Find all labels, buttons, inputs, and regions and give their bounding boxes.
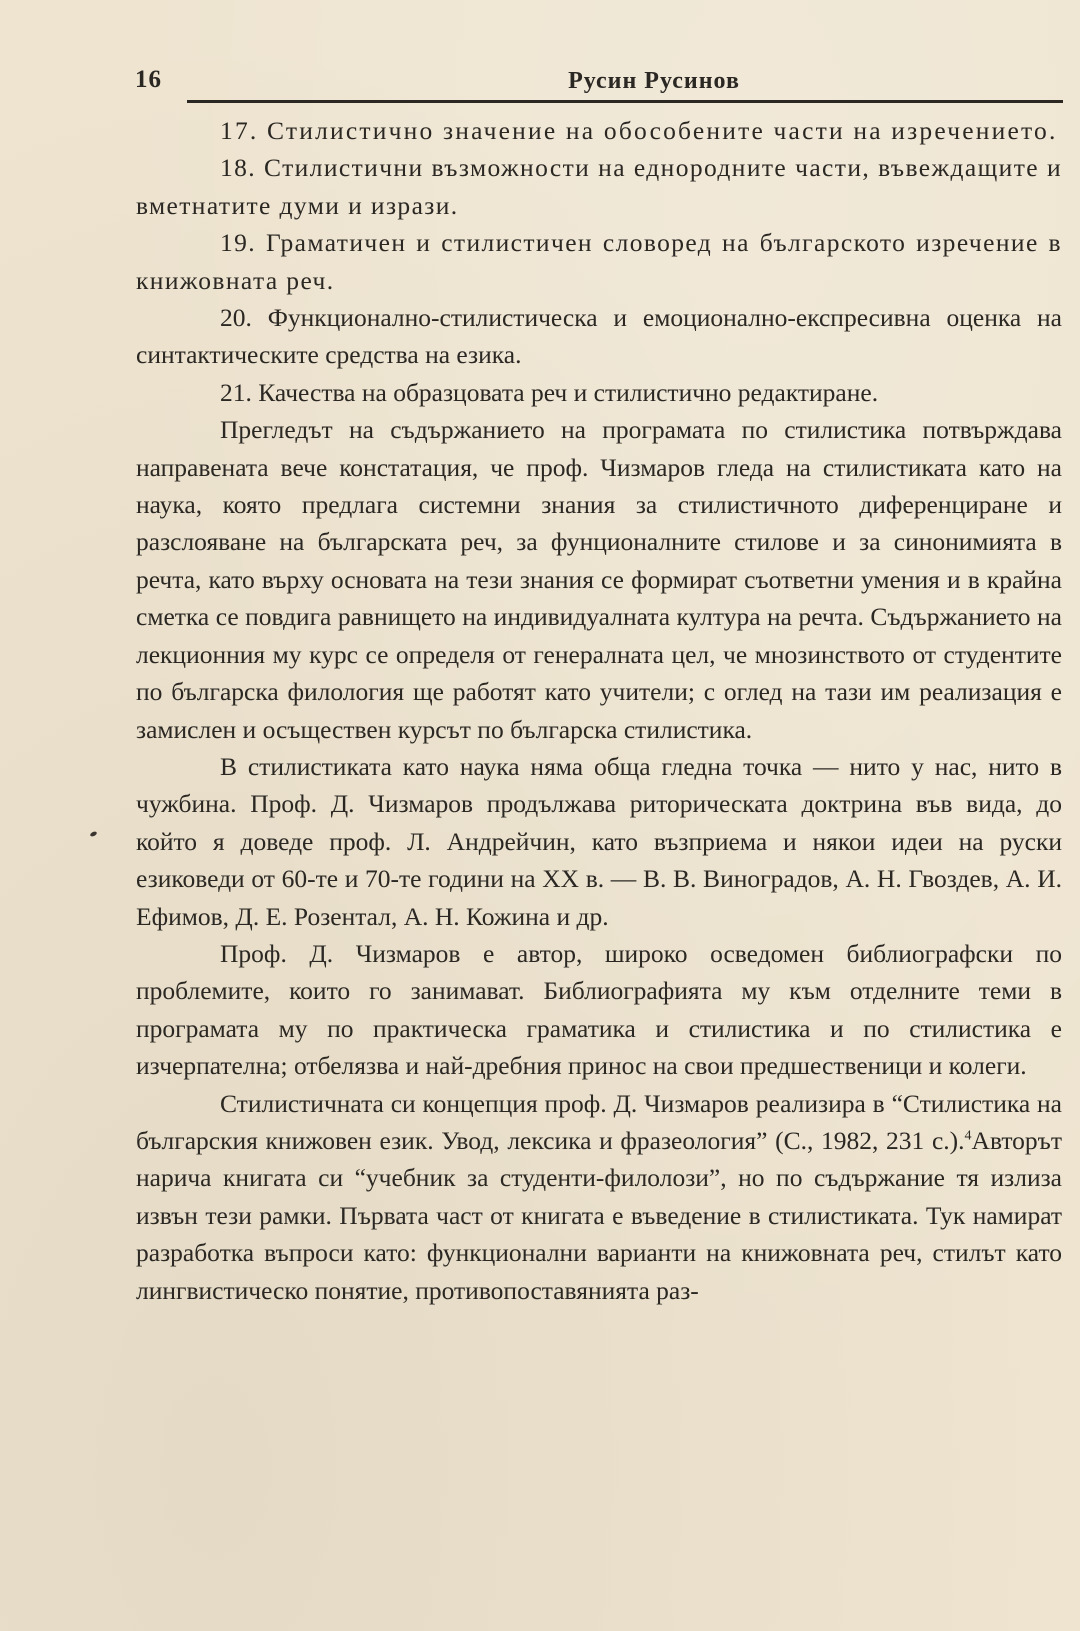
header-rule — [187, 100, 1063, 103]
paragraph-concept — [136, 1085, 1062, 1309]
paragraph-bibliography: Проф. Д. Чизмаров е автор, широко осведомен библиографски по проблемите, които го занимават. Библиографията му към отделните теми в програмата му по практическа граматика и стилистика и по стилистика е изчерпателна; отбелязва и най-дребния принос на свои предшественици и колеги. — [136, 938, 1062, 1081]
paragraph-program-review: Прегледът на съдържанието на програмата по стилистика потвърждава направената вече констатация, че проф. Чизмаров гледа на стилистиката като на наука, която предлага системни знания за стилистичното диференциране и разслояване на българската реч, за фунционалните стилове и за синонимията в речта, като върху основата на тези знания се формират съответни умения и в крайна сметка се повдига равнището на индивидуалната култура на речта. Съдържанието на лекционния му курс се определя от генералната цел, че мнозинството от студентите по българска филология ще работят като учители; с оглед на тази им реализация е замислен и осъществен курсът по българска стилистика. — [136, 415, 1062, 744]
body-text — [136, 112, 1062, 1309]
margin-mark — [89, 831, 97, 838]
running-head — [135, 64, 1063, 104]
paragraph-item-21: 21. Качества на образцовата реч и стилистично редактиране. — [220, 377, 879, 407]
concept-text-start: Стилистичната си концепция проф. Д. Чизмаров реализира в “Стилистика на българския книжовен език. Увод, лексика и фразеология” (С., 1982, 231 с.). — [136, 1088, 1062, 1155]
concept-text-end: Авторът нарича книгата си “учебник за студенти-филолози”, но по съдържание тя излиза извън тези рамки. Първата част от книгата е въведение в стилистиката. Тук намират разработка въпроси като: функционални варианти на книжовната реч, стилът като лингвистическо понятие, противопоставянията раз- — [136, 1125, 1062, 1305]
page-number: 16 — [135, 66, 162, 93]
paragraph-item-19: 19. Граматичен и стилистичен словоред на българското изречение в книжовната реч. — [136, 228, 1062, 295]
header-title: Русин Русинов — [568, 68, 740, 94]
paragraph-item-17: 17. Стилистично значение на обособените части на изречението. — [220, 116, 1058, 145]
footnote-reference[interactable]: 4 — [964, 1128, 972, 1144]
paragraph-item-20: 20. Функционално-стилистическа и емоционално-експресивна оценка на синтактическите средства на езика. — [136, 303, 1062, 370]
paragraph-stylistics-science: В стилистиката като наука няма обща гледна точка — нито у нас, нито в чужбина. Проф. Д. Чизмаров продължава риторическата доктрина във вида, до който я доведе проф. Л. Андрейчин, като възприема и някои идеи на руски езиковеди от 60-те и 70-те години на XX в. — В. В. Виноградов, А. Н. Гвоздев, А. И. Ефимов, Д. Е. Розентал, А. Н. Кожина и др. — [136, 751, 1062, 931]
paragraph-item-18: 18. Стилистични възможности на еднородните части, въвеждащите и вметнатите думи и изрази. — [136, 153, 1062, 220]
